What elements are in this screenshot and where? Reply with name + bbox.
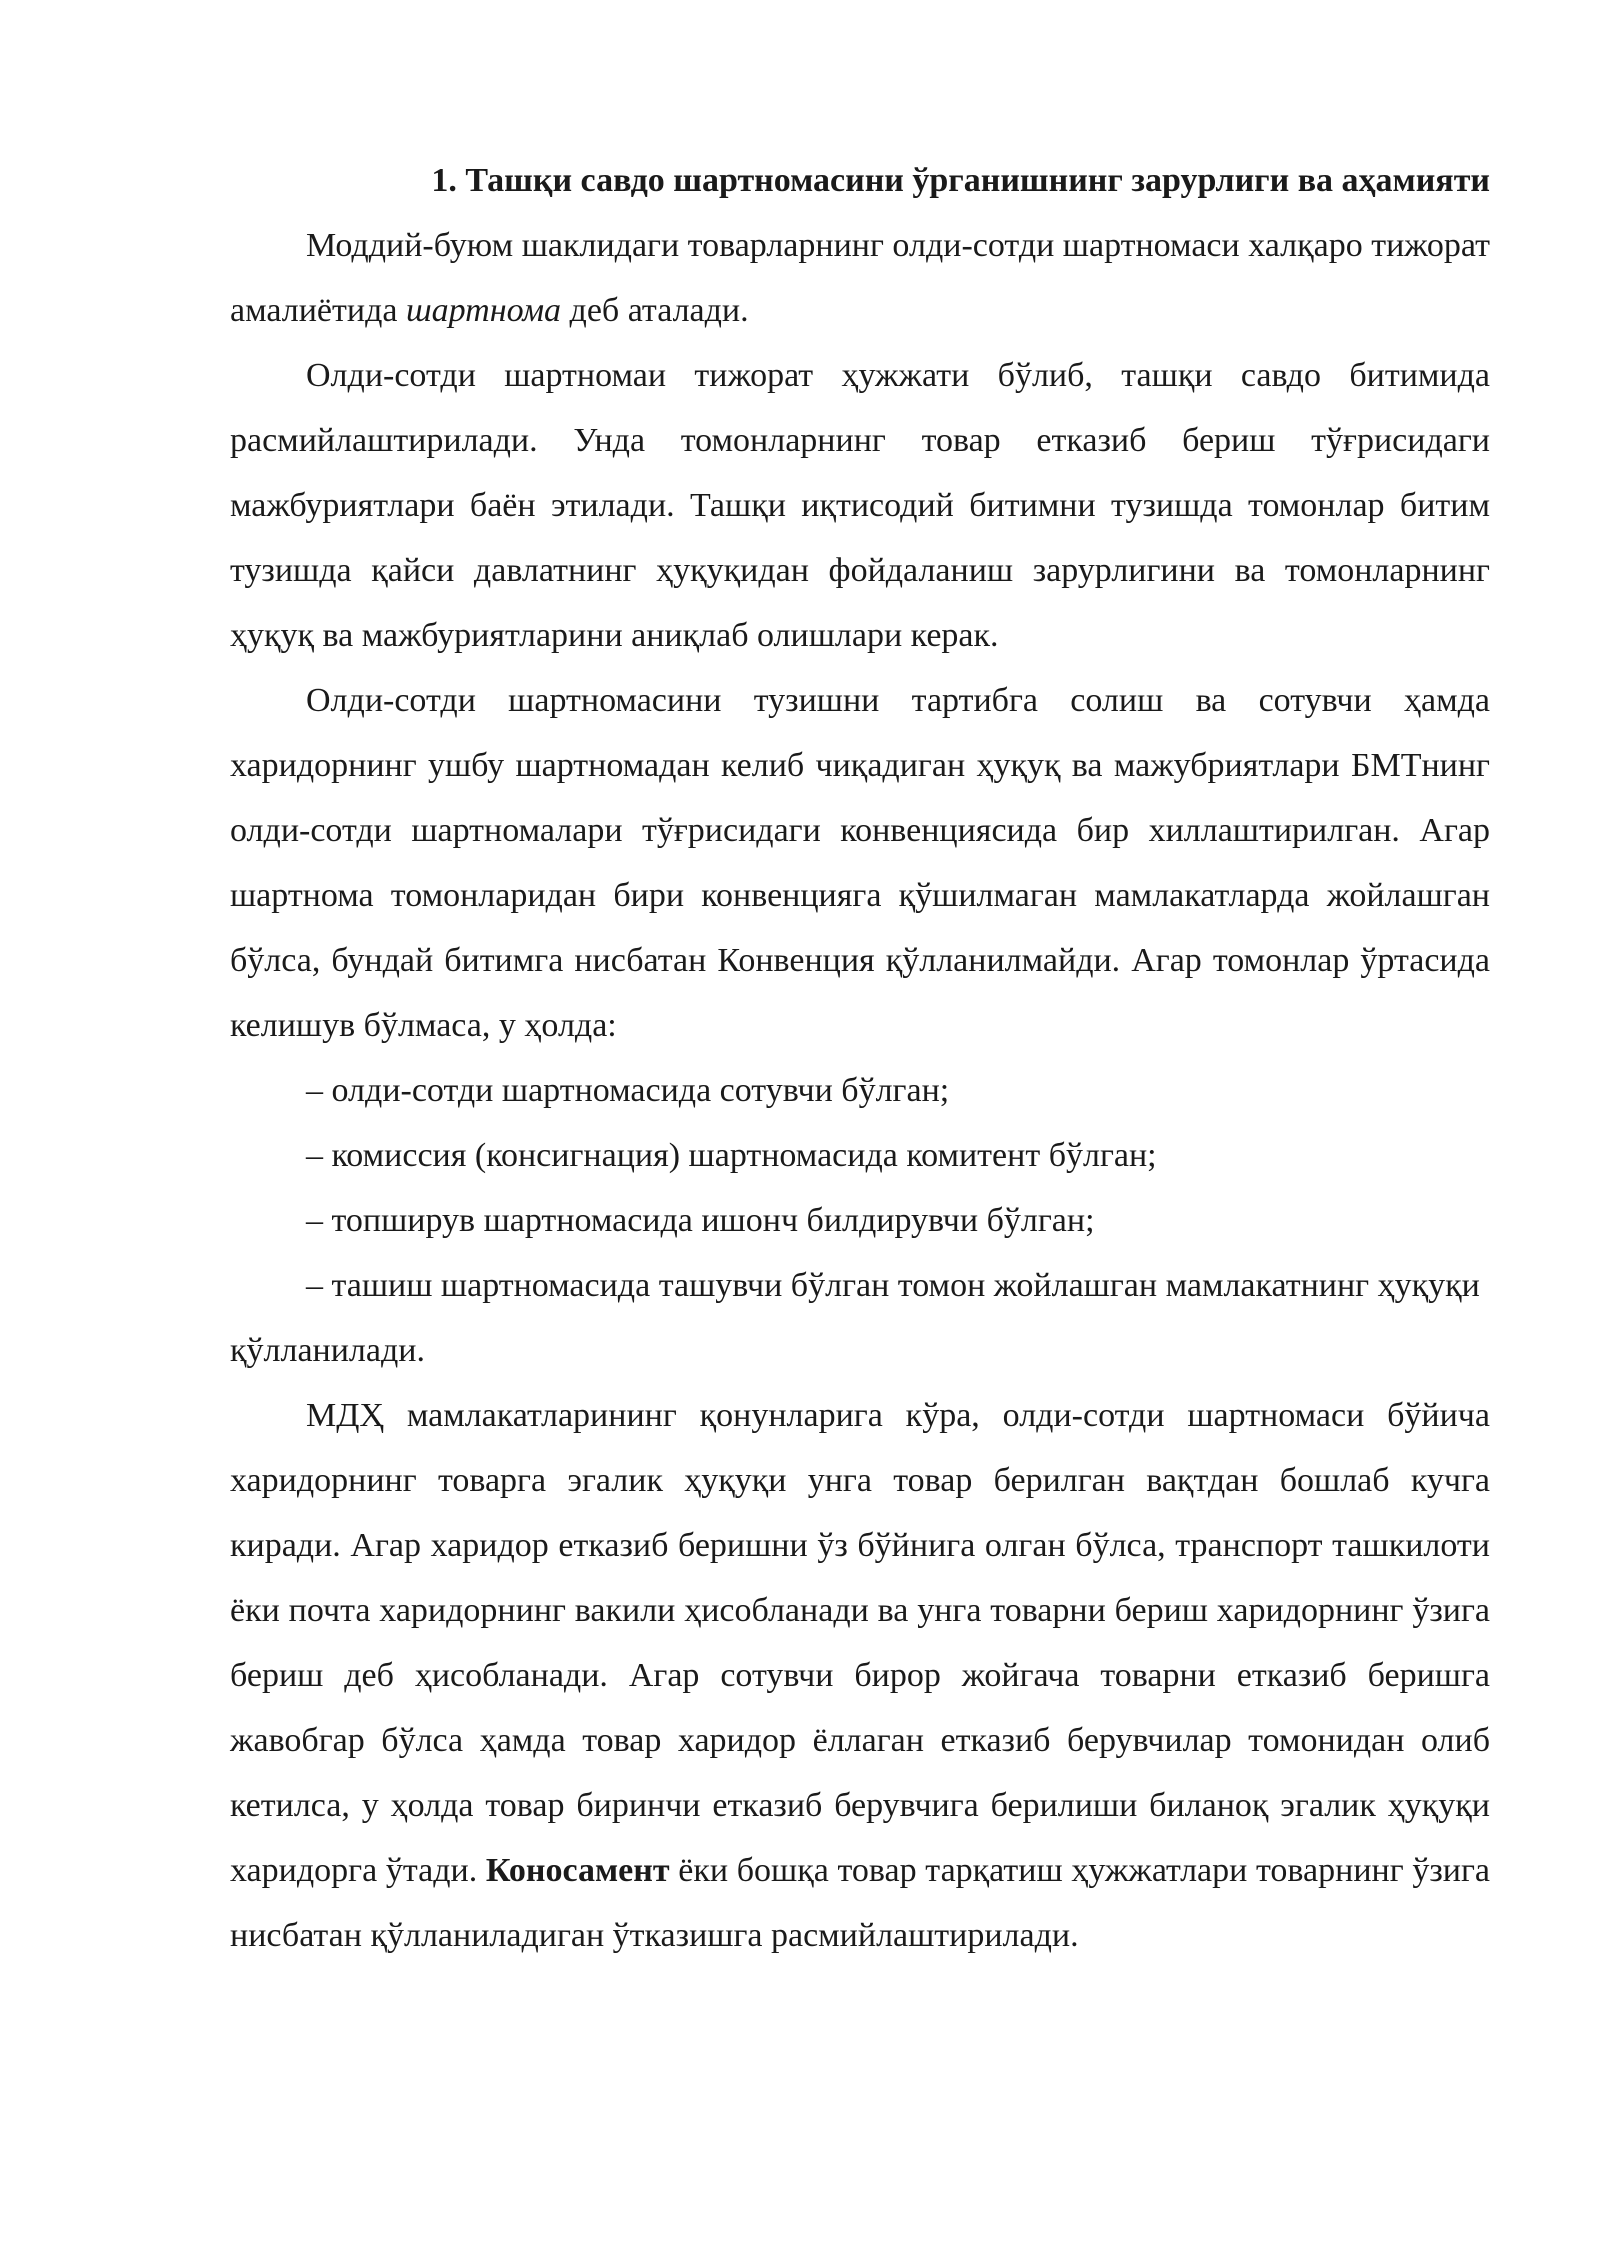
italic-term: шартнома — [405, 292, 562, 329]
list-item-1: – олди-сотди шартномасида сотувчи бўлган; — [306, 1072, 950, 1109]
paragraph-3: Олди-сотди шартномасини тузишни тартибга солиш ва сотувчи ҳамда харидорнинг ушбу шартномадан келиб чиқадиган ҳуқуқ ва мажубриятлари БМТнинг олди-сотди шартномалари тўғрисидаги конвенциясида бир хиллаштирилган. Агар шартнома томонларидан бири конвенцияга қўшилмаган мамлакатларда жойлашган бўлса, бундай битимга нисбатан Конвенция қўлланилмайди. Агар томонлар ўртасида келишув бўлмаса, у ҳолда: — [230, 682, 1490, 1044]
section-heading: 1. Ташқи савдо шартномасини ўрганишнинг зарурлиги ва аҳамияти — [431, 162, 1490, 199]
paragraph-1-text: Моддий-буюм шаклидаги товарларнинг олди-сотди шартномаси халқаро тижорат амалиётида — [230, 227, 1490, 329]
list-item-2: – комиссия (консигнация) шартномасида комитент бўлган; — [306, 1137, 1157, 1174]
paragraph-1-end: деб аталади. — [561, 292, 749, 329]
paragraph-4-end: ёки бошқа товар тарқатиш ҳужжатлари товарнинг ўзига нисбатан қўлланиладиган ўтказишга расмийлаштирилади. — [230, 1852, 1491, 1954]
paragraph-1 — [230, 213, 1490, 343]
document-page — [230, 148, 1490, 1968]
paragraph-2: Олди-сотди шартномаи тижорат ҳужжати бўлиб, ташқи савдо битимида расмийлаштирилади. Унда томонларнинг товар етказиб бериш тўғрисидаги мажбуриятлари баён этилади. Ташқи иқтисодий битимни тузишда томонлар битим тузишда қайси давлатнинг ҳуқуқидан фойдаланиш зарурлигини ва томонларнинг ҳуқуқ ва мажбуриятларини аниқлаб олишлари керак. — [230, 357, 1490, 654]
list-item-4: – ташиш шартномасида ташувчи бўлган томон жойлашган мамлакатнинг ҳуқуқи қўлланилади. — [230, 1267, 1480, 1369]
paragraph-4 — [230, 1383, 1490, 1968]
bold-term: Коносамент — [485, 1852, 670, 1889]
list-item-3: – топширув шартномасида ишонч билдирувчи бўлган; — [306, 1202, 1095, 1239]
paragraph-4-text: МДҲ мамлакатларининг қонунларига кўра, олди-сотди шартномаси бўйича харидорнинг товарга эгалик ҳуқуқи унга товар берилган вақтдан бошлаб кучга киради. Агар харидор етказиб беришни ўз бўйнига олган бўлса, транспорт ташкилоти ёки почта харидорнинг вакили ҳисобланади ва унга товарни бериш харидорнинг ўзига бериш деб ҳисобланади. Агар сотувчи бирор жойгача товарни етказиб беришга жавобгар бўлса ҳамда товар харидор ёллаган етказиб берувчилар томонидан олиб кетилса, у ҳолда товар биринчи етказиб берувчига берилиши биланоқ эгалик ҳуқуқи харидорга ўтади. — [230, 1397, 1490, 1889]
